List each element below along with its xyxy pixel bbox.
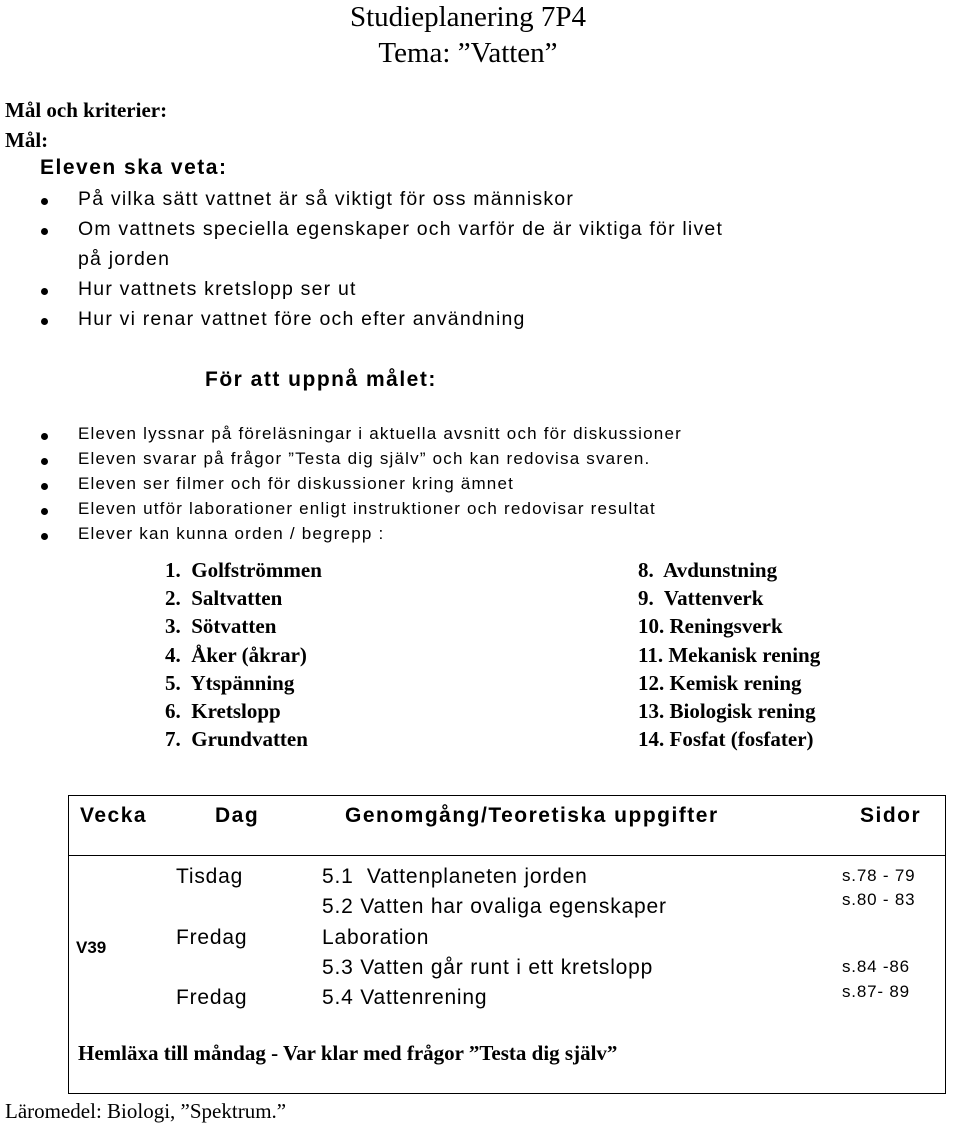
achieve-item: Eleven utför laborationer enligt instruktioner och redovisar resultat [78, 499, 656, 518]
bullet-icon [41, 483, 48, 490]
topic-cell: 5.2 Vatten har ovaliga egenskaper [322, 895, 667, 918]
term-item: 8. Avdunstning [638, 558, 778, 582]
term-item: 3. Sötvatten [165, 614, 277, 638]
term-item: 10. Reningsverk [638, 614, 783, 638]
table-border-bottom [68, 1093, 946, 1094]
know-heading: Eleven ska veta: [40, 156, 228, 179]
bullet-icon [41, 288, 48, 295]
term-item: 4. Åker (åkrar) [165, 643, 307, 667]
goal-item: På vilka sätt vattnet är så viktigt för oss människor [78, 188, 575, 210]
homework-note: Hemläxa till måndag - Var klar med frågor ”Testa dig själv” [78, 1041, 618, 1065]
achieve-item: Eleven ser filmer och för diskussioner kring ämnet [78, 474, 515, 493]
col-header-topic: Genomgång/Teoretiska uppgifter [345, 804, 719, 827]
achieve-heading: För att uppnå målet: [205, 368, 437, 391]
goal-item: Hur vi renar vattnet före och efter användning [78, 308, 526, 330]
achieve-item: Eleven svarar på frågor ”Testa dig själv” och kan redovisa svaren. [78, 449, 651, 468]
term-item: 14. Fosfat (fosfater) [638, 727, 814, 751]
col-header-day: Dag [215, 804, 260, 827]
bullet-icon [41, 458, 48, 465]
bullet-icon [41, 533, 48, 540]
achieve-item: Elever kan kunna orden / begrepp : [78, 524, 385, 543]
bullet-icon [41, 508, 48, 515]
day-cell: Fredag [176, 926, 248, 949]
topic-cell: 5.1 Vattenplaneten jorden [322, 865, 588, 888]
table-border-top [68, 795, 946, 796]
topic-cell: 5.4 Vattenrening [322, 986, 488, 1009]
term-item: 9. Vattenverk [638, 586, 764, 610]
goal-subheading: Mål: [5, 128, 49, 152]
goal-item-continued: på jorden [78, 248, 171, 270]
bullet-icon [41, 228, 48, 235]
day-cell: Tisdag [176, 865, 244, 888]
day-cell: Fredag [176, 986, 248, 1009]
pages-cell: s.84 -86 [842, 957, 910, 976]
goal-item: Hur vattnets kretslopp ser ut [78, 278, 357, 300]
bullet-icon [41, 433, 48, 440]
term-item: 2. Saltvatten [165, 586, 283, 610]
textbook-note: Läromedel: Biologi, ”Spektrum.” [5, 1099, 287, 1123]
topic-cell: 5.3 Vatten går runt i ett kretslopp [322, 956, 654, 979]
term-item: 12. Kemisk rening [638, 671, 802, 695]
achieve-item: Eleven lyssnar på föreläsningar i aktuella avsnitt och för diskussioner [78, 424, 682, 443]
term-item: 13. Biologisk rening [638, 699, 816, 723]
page-subtitle: Tema: ”Vatten” [378, 37, 558, 69]
goals-heading: Mål och kriterier: [5, 98, 168, 122]
table-header-divider [68, 855, 946, 856]
col-header-week: Vecka [80, 804, 148, 827]
pages-cell: s.80 - 83 [842, 890, 916, 909]
table-border-left [68, 795, 69, 1094]
table-border-right [945, 795, 946, 1094]
page-title: Studieplanering 7P4 [349, 1, 586, 33]
bullet-icon [41, 318, 48, 325]
term-item: 6. Kretslopp [165, 699, 281, 723]
term-item: 7. Grundvatten [165, 727, 308, 751]
col-header-pages: Sidor [860, 804, 922, 827]
pages-cell: s.87- 89 [842, 982, 910, 1001]
pages-cell: s.78 - 79 [842, 866, 916, 885]
goal-item: Om vattnets speciella egenskaper och varför de är viktiga för livet [78, 218, 724, 240]
topic-cell: Laboration [322, 926, 430, 949]
bullet-icon [41, 198, 48, 205]
week-label: V39 [76, 938, 107, 957]
term-item: 11. Mekanisk rening [638, 643, 821, 667]
term-item: 1. Golfströmmen [165, 558, 322, 582]
term-item: 5. Ytspänning [165, 671, 295, 695]
